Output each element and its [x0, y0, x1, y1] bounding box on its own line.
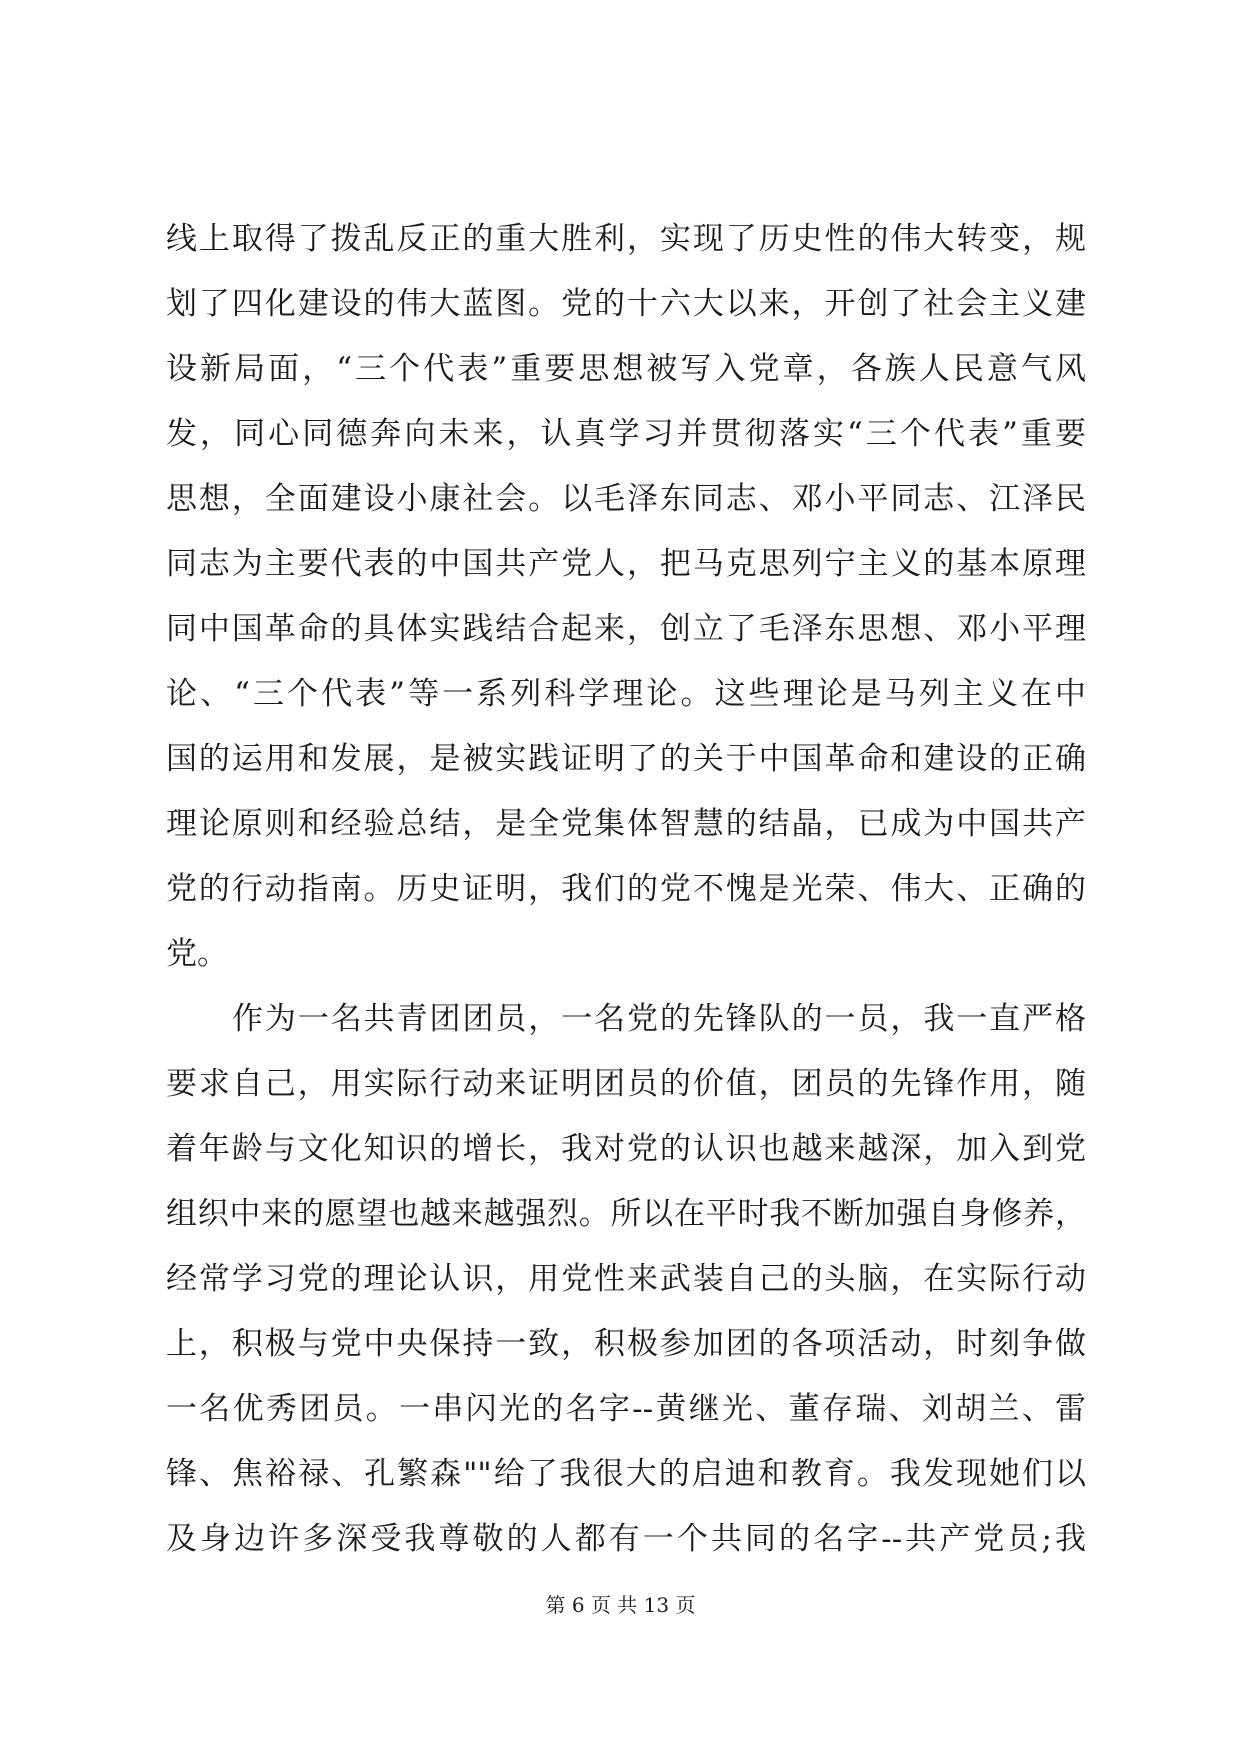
- body-text-line: 经常学习党的理论认识，用党性来武装自己的头脑，在实际行动: [166, 1261, 1086, 1297]
- body-text-line: 设新局面，“三个代表”重要思想被写入党章，各族人民意气风: [166, 351, 1086, 387]
- body-text-line: 理论原则和经验总结，是全党集体智慧的结晶，已成为中国共产: [166, 806, 1086, 842]
- body-text-line: 思想，全面建设小康社会。以毛泽东同志、邓小平同志、江泽民: [166, 481, 1086, 517]
- body-text-line: 一名优秀团员。一串闪光的名字--黄继光、董存瑞、刘胡兰、雷: [166, 1391, 1086, 1427]
- page-number-footer: 第 6 页 共 13 页: [545, 1593, 696, 1617]
- body-text-line: 同志为主要代表的中国共产党人，把马克思列宁主义的基本原理: [166, 546, 1086, 582]
- paragraph-first-line: 作为一名共青团团员，一名党的先锋队的一员，我一直严格: [232, 1001, 1086, 1037]
- body-text-line: 要求自己，用实际行动来证明团员的价值，团员的先锋作用，随: [166, 1066, 1086, 1102]
- body-text-line: 党。: [166, 936, 228, 972]
- body-text-line: 上，积极与党中央保持一致，积极参加团的各项活动，时刻争做: [166, 1326, 1086, 1362]
- body-text-line: 党的行动指南。历史证明，我们的党不愧是光荣、伟大、正确的: [166, 871, 1086, 907]
- body-text-line: 及身边许多深受我尊敬的人都有一个共同的名字--共产党员;我: [166, 1521, 1086, 1557]
- body-text-line: 线上取得了拨乱反正的重大胜利，实现了历史性的伟大转变，规: [166, 221, 1086, 257]
- body-text-line: 论、“三个代表”等一系列科学理论。这些理论是马列主义在中: [166, 676, 1086, 712]
- body-text-line: 同中国革命的具体实践结合起来，创立了毛泽东思想、邓小平理: [166, 611, 1086, 647]
- body-text-line: 发，同心同德奔向未来，认真学习并贯彻落实“三个代表”重要: [166, 416, 1086, 452]
- body-text-line: 着年龄与文化知识的增长，我对党的认识也越来越深，加入到党: [166, 1131, 1086, 1167]
- body-text-line: 锋、焦裕禄、孔繁森""给了我很大的启迪和教育。我发现她们以: [166, 1456, 1086, 1492]
- body-text-line: 划了四化建设的伟大蓝图。党的十六大以来，开创了社会主义建: [166, 286, 1086, 322]
- body-text-line: 组织中来的愿望也越来越强烈。所以在平时我不断加强自身修养，: [166, 1196, 1086, 1232]
- body-text-line: 国的运用和发展，是被实践证明了的关于中国革命和建设的正确: [166, 741, 1086, 777]
